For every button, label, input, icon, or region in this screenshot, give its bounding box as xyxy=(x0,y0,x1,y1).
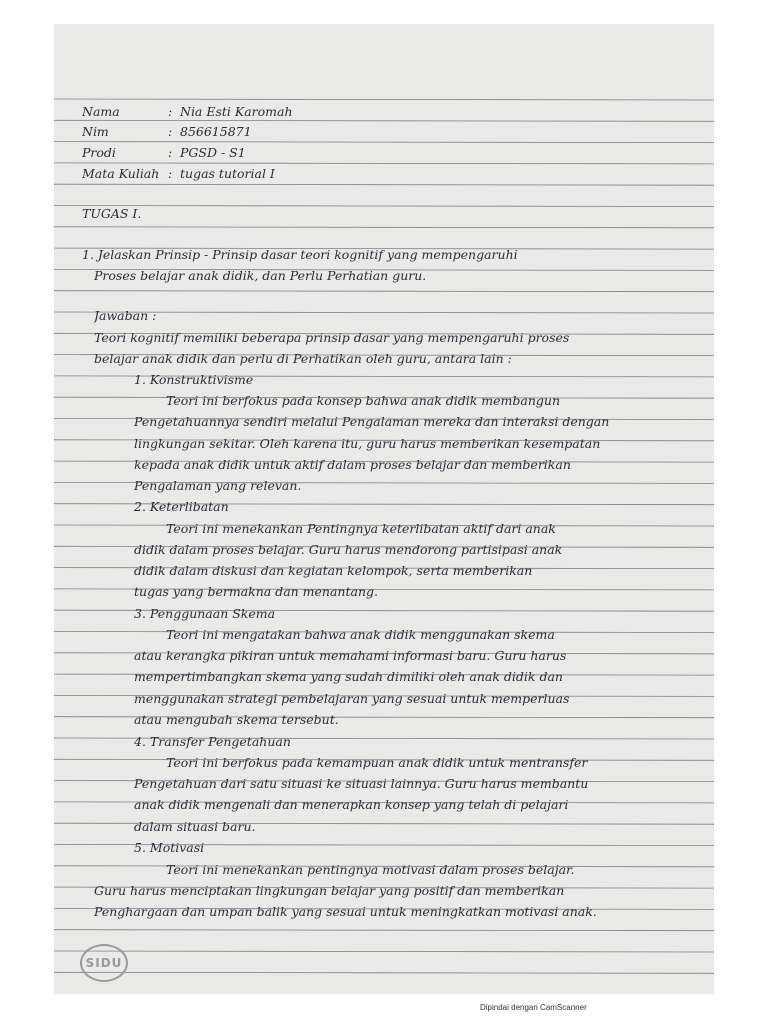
section-line: Teori ini berfokus pada kemampuan anak didik untuk mentransfer xyxy=(166,755,588,770)
section-line: Pengetahuannya sendiri melalui Pengalaman mereka dan interaksi dengan xyxy=(134,414,610,429)
section-line: Teori ini berfokus pada konsep bahwa anak didik membangun xyxy=(166,393,561,408)
intro-line: belajar anak didik dan perlu di Perhatikan oleh guru, antara lain : xyxy=(94,351,512,366)
section-line: Guru harus menciptakan lingkungan belajar yang positif dan memberikan xyxy=(94,883,565,898)
scanner-footer: Dipindai dengan CamScanner xyxy=(480,1003,587,1012)
header-field-prodi: Prodi : PGSD - S1 xyxy=(82,145,246,160)
intro-line: Teori kognitif memiliki beberapa prinsip dasar yang mempengaruhi proses xyxy=(94,330,570,345)
section-heading: 4. Transfer Pengetahuan xyxy=(134,734,291,749)
question-line: Proses belajar anak didik, dan Perlu Perhatian guru. xyxy=(94,268,427,283)
section-line: Penghargaan dan umpan balik yang sesuai untuk meningkatkan motivasi anak. xyxy=(94,904,597,919)
question-line: 1. Jelaskan Prinsip - Prinsip dasar teori kognitif yang mempengaruhi xyxy=(82,247,518,262)
section-line: Teori ini menekankan Pentingnya keterlibatan aktif dari anak xyxy=(166,521,556,536)
section-line: anak didik mengenali dan menerapkan konsep yang telah di pelajari xyxy=(134,797,569,812)
section-line: atau mengubah skema tersebut. xyxy=(134,712,339,727)
notebook-page xyxy=(54,24,714,994)
section-line: didik dalam proses belajar. Guru harus mendorong partisipasi anak xyxy=(134,542,563,557)
section-heading: 2. Keterlibatan xyxy=(134,499,229,514)
section-line: menggunakan strategi pembelajaran yang sesuai untuk memperluas xyxy=(134,691,570,706)
header-field-mata-kuliah: Mata Kuliah : tugas tutorial I xyxy=(82,166,275,181)
header-field-nim: Nim : 856615871 xyxy=(82,124,252,139)
assignment-title: TUGAS I. xyxy=(82,206,142,221)
section-line: tugas yang bermakna dan menantang. xyxy=(134,584,378,599)
answer-label: Jawaban : xyxy=(94,308,157,323)
section-heading: 3. Penggunaan Skema xyxy=(134,606,276,621)
sidu-stamp-logo: SIDU xyxy=(80,944,128,982)
section-line: Pengalaman yang relevan. xyxy=(134,478,302,493)
handwritten-content xyxy=(54,24,714,994)
section-line: mempertimbangkan skema yang sudah dimiliki oleh anak didik dan xyxy=(134,669,563,684)
section-line: didik dalam diskusi dan kegiatan kelompok, serta memberikan xyxy=(134,563,533,578)
section-line: lingkungan sekitar. Oleh karena itu, guru harus memberikan kesempatan xyxy=(134,436,601,451)
section-heading: 5. Motivasi xyxy=(134,840,205,855)
section-line: Teori ini mengatakan bahwa anak didik menggunakan skema xyxy=(166,627,555,642)
section-heading: 1. Konstruktivisme xyxy=(134,372,254,387)
section-line: Pengetahuan dari satu situasi ke situasi lainnya. Guru harus membantu xyxy=(134,776,589,791)
section-line: dalam situasi baru. xyxy=(134,819,256,834)
section-line: atau kerangka pikiran untuk memahami informasi baru. Guru harus xyxy=(134,648,567,663)
section-line: kepada anak didik untuk aktif dalam proses belajar dan memberikan xyxy=(134,457,571,472)
section-line: Teori ini menekankan pentingnya motivasi dalam proses belajar. xyxy=(166,862,575,877)
header-field-nama: Nama : Nia Esti Karomah xyxy=(82,104,293,119)
